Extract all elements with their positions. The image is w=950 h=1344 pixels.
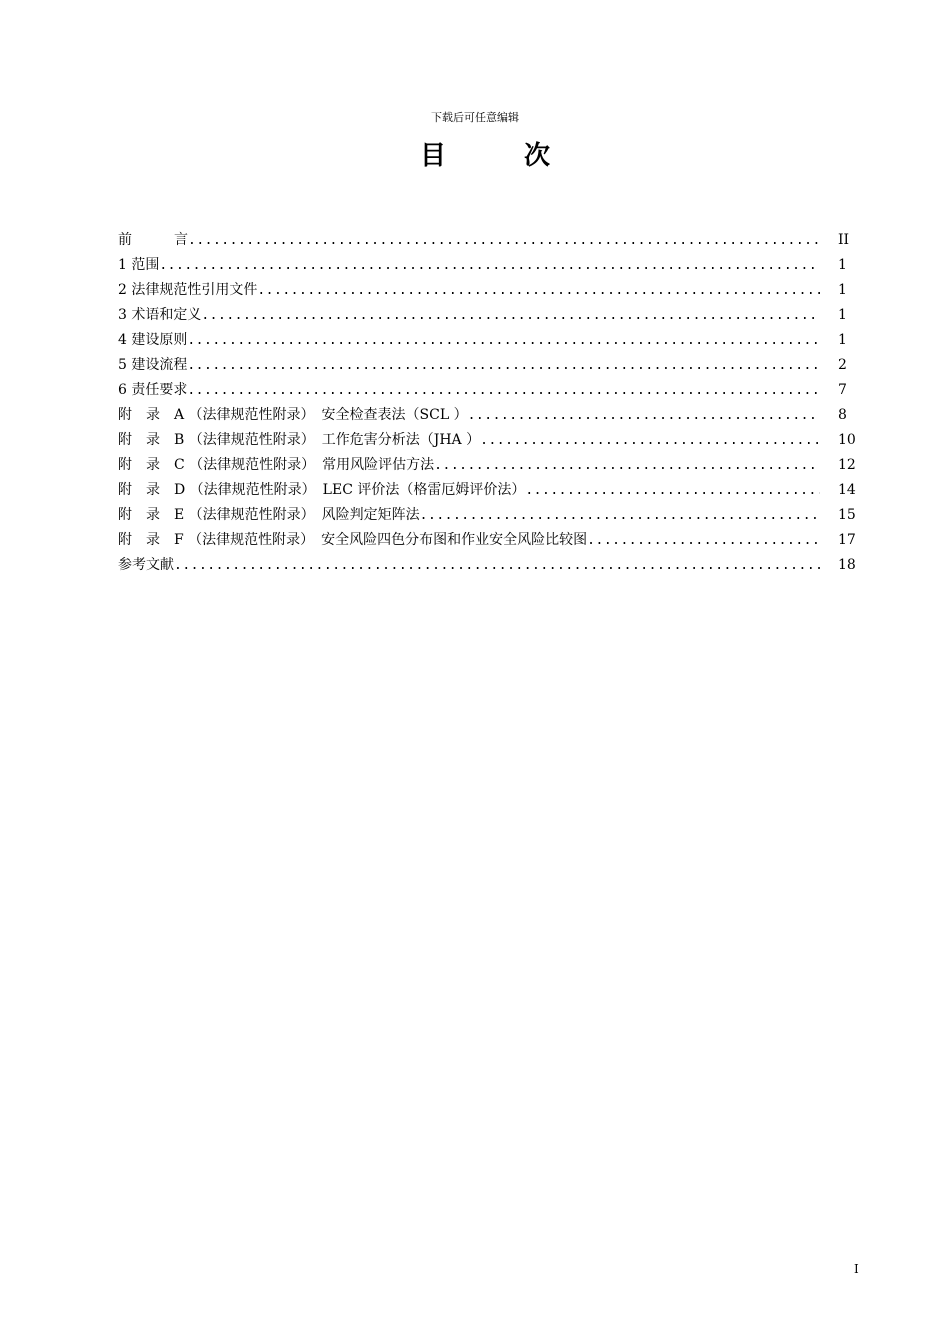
- toc-entry-label: 附 录 F （法律规范性附录） 安全风险四色分布图和作业安全风险比较图: [118, 532, 588, 548]
- toc-entry-terms-definitions[interactable]: [118, 303, 858, 328]
- dot-leader: [480, 428, 820, 453]
- toc-entry-appendix-b[interactable]: [118, 428, 858, 453]
- dot-leader: [187, 328, 820, 353]
- dot-leader: [187, 378, 820, 403]
- toc-entry-page: 14: [838, 482, 856, 498]
- toc-entry-page: 2: [838, 357, 847, 373]
- title-char-1: 目: [420, 140, 447, 171]
- toc-entry-page: 1: [838, 257, 847, 273]
- dot-leader: [525, 478, 820, 503]
- toc-entry-label: 参考文献: [118, 557, 174, 573]
- toc-entry-page: 17: [838, 532, 856, 548]
- title-char-2: 次: [523, 140, 550, 171]
- toc-entry-appendix-e[interactable]: [118, 503, 858, 528]
- dot-leader: [468, 403, 820, 428]
- dot-leader: [187, 353, 820, 378]
- toc-entry-appendix-a[interactable]: [118, 403, 858, 428]
- dot-leader: [257, 278, 820, 303]
- toc-entry-process[interactable]: [118, 353, 858, 378]
- toc-entry-responsibilities[interactable]: [118, 378, 858, 403]
- table-of-contents: [118, 228, 858, 578]
- toc-entry-bibliography[interactable]: [118, 553, 858, 578]
- toc-entry-appendix-c[interactable]: [118, 453, 858, 478]
- toc-entry-scope[interactable]: [118, 253, 858, 278]
- dot-leader: [188, 228, 820, 253]
- toc-entry-page: 8: [838, 407, 847, 423]
- toc-entry-label: 前 言: [118, 232, 188, 248]
- toc-entry-label: 附 录 C （法律规范性附录） 常用风险评估方法: [118, 457, 435, 473]
- dot-leader: [201, 303, 820, 328]
- toc-entry-label: 附 录 D （法律规范性附录） LEC 评价法（格雷厄姆评价法）: [118, 482, 526, 498]
- dot-leader: [159, 253, 820, 278]
- toc-entry-label: 3 术语和定义: [118, 307, 202, 323]
- toc-entry-label: 5 建设流程: [118, 357, 188, 373]
- toc-entry-page: II: [838, 232, 850, 248]
- toc-entry-label: 2 法律规范性引用文件: [118, 282, 258, 298]
- dot-leader: [420, 503, 820, 528]
- toc-entry-label: 附 录 E （法律规范性附录） 风险判定矩阵法: [118, 507, 420, 523]
- toc-entry-label: 6 责任要求: [118, 382, 188, 398]
- toc-entry-page: 18: [838, 557, 856, 573]
- toc-entry-page: 10: [838, 432, 856, 448]
- page-title: [420, 136, 550, 170]
- toc-entry-normative-references[interactable]: [118, 278, 858, 303]
- toc-entry-label: 附 录 B （法律规范性附录） 工作危害分析法（JHA ）: [118, 432, 481, 448]
- dot-leader: [434, 453, 820, 478]
- dot-leader: [587, 528, 820, 553]
- toc-entry-page: 1: [838, 307, 847, 323]
- download-note: 下载后可任意编辑: [431, 111, 519, 124]
- toc-entry-page: 1: [838, 282, 847, 298]
- toc-entry-page: 7: [838, 382, 847, 398]
- toc-entry-label: 附 录 A （法律规范性附录） 安全检查表法（SCL ）: [118, 407, 468, 423]
- page-number: I: [854, 1262, 859, 1276]
- toc-entry-label: 1 范围: [118, 257, 160, 273]
- toc-entry-page: 12: [838, 457, 856, 473]
- dot-leader: [174, 553, 820, 578]
- toc-entry-page: 15: [838, 507, 856, 523]
- toc-entry-foreword[interactable]: [118, 228, 858, 253]
- toc-entry-label: 4 建设原则: [118, 332, 188, 348]
- toc-entry-principles[interactable]: [118, 328, 858, 353]
- toc-entry-appendix-f[interactable]: [118, 528, 858, 553]
- toc-entry-appendix-d[interactable]: [118, 478, 858, 503]
- toc-entry-page: 1: [838, 332, 847, 348]
